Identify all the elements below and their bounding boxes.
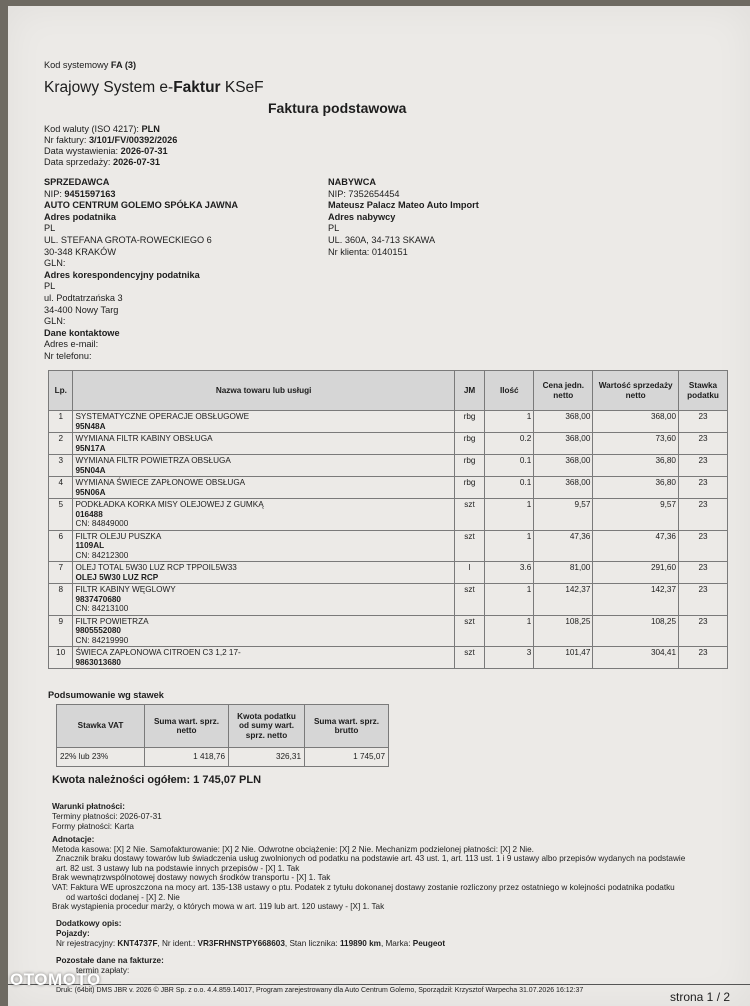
total-due: Kwota należności ogółem: 1 745,07 PLN	[52, 774, 262, 786]
cell-jm: szt	[454, 584, 485, 616]
annotation-line: od wartości dodanej - [X] 2. Nie	[66, 892, 180, 902]
footer-print-info: Druk: (64bit) DMS JBR v. 2026 © JBR Sp. z o.o. 4.4.859.14017, Program zarejestrowany dla Auto Centrum Golemo, Sporządził: Krzysztof Warpecha 31.07.2026 16:12:37	[56, 987, 584, 994]
cell-price: 368,00	[534, 433, 593, 455]
table-row	[49, 411, 728, 433]
summary-col-gross: Suma wart. sprz. brutto	[305, 705, 389, 748]
annotations-block	[52, 835, 685, 912]
item-name: WYMIANA FILTR POWIETRZA OBSŁUGA	[75, 456, 231, 465]
cell-price: 368,00	[534, 455, 593, 477]
cell-qty: 1	[485, 411, 534, 433]
item-name: WYMIANA FILTR KABINY OBSŁUGA	[75, 434, 213, 443]
cell-rate: 23	[679, 647, 728, 669]
cell-qty: 0.1	[485, 477, 534, 499]
summary-tax: 326,31	[229, 748, 305, 767]
item-name: WYMIANA ŚWIECE ZAPŁONOWE OBSŁUGA	[75, 478, 246, 487]
col-header-price: Cena jedn. netto	[534, 371, 593, 411]
items-table	[48, 370, 728, 669]
table-row	[49, 477, 728, 499]
cell-rate: 23	[679, 455, 728, 477]
seller-heading: SPRZEDAWCA	[44, 177, 110, 187]
buyer-country: PL	[328, 223, 340, 234]
summary-row	[57, 748, 389, 767]
summary-col-rate: Stawka VAT	[57, 705, 145, 748]
cell-name	[73, 530, 454, 562]
seller-corr-country: PL	[44, 281, 56, 292]
cell-price: 368,00	[534, 477, 593, 499]
seller-corr-street: ul. Podtatrzańska 3	[44, 292, 123, 303]
invoice-meta	[44, 124, 177, 168]
item-name: PODKŁADKA KORKA MISY OLEJOWEJ Z GUMKĄ	[75, 500, 264, 509]
cell-name	[73, 499, 454, 531]
seller-address-heading: Adres podatnika	[44, 211, 116, 222]
annotation-line: Brak wewnątrzwspólnotowej dostawy nowych środków transportu - [X] 1. Tak	[52, 873, 331, 883]
cell-rate: 23	[679, 477, 728, 499]
seller-country: PL	[44, 223, 56, 234]
item-name: FILTR POWIETRZA	[75, 616, 149, 626]
annotation-line: art. 82 ust. 3 ustawy lub na podstawie innych przepisów - [X] 1. Tak	[56, 863, 300, 873]
table-row	[49, 562, 728, 584]
buyer-street: UL. 360A, 34-713 SKAWA	[328, 234, 436, 245]
col-header-rate: Stawka podatku	[679, 371, 728, 411]
seller-phone: Nr telefonu:	[44, 350, 92, 361]
cell-lp: 5	[49, 499, 73, 531]
cell-price: 101,47	[534, 647, 593, 669]
item-code: 9863013680	[75, 657, 121, 667]
cell-lp: 7	[49, 562, 73, 584]
payment-block	[52, 802, 162, 832]
cell-price: 368,00	[534, 411, 593, 433]
item-code: 016488	[75, 509, 103, 519]
invoice-sheet	[8, 6, 750, 1006]
col-header-name: Nazwa towaru lub usługi	[73, 371, 454, 411]
cell-rate: 23	[679, 584, 728, 616]
seller-nip: NIP: 9451597163	[44, 188, 116, 199]
meta-invoice-number: Nr faktury: 3/101/FV/00392/2026	[44, 135, 178, 145]
cell-price: 108,25	[534, 615, 593, 647]
cell-value: 368,00	[593, 411, 679, 433]
cell-price: 47,36	[534, 530, 593, 562]
item-cn-code: CN: 84213100	[75, 604, 129, 613]
summary-rate: 22% lub 23%	[57, 748, 145, 767]
ksef-title: Krajowy System e-Faktur KSeF	[44, 79, 264, 96]
cell-value: 304,41	[593, 647, 679, 669]
cell-qty: 1	[485, 615, 534, 647]
cell-jm: szt	[454, 530, 485, 562]
col-header-value: Wartość sprzedaży netto	[593, 371, 679, 411]
item-code: 95N06A	[75, 487, 106, 497]
col-header-qty: Ilość	[485, 371, 534, 411]
cell-value: 108,25	[593, 615, 679, 647]
cell-lp: 8	[49, 584, 73, 616]
other-line: termin zapłaty:	[76, 966, 130, 975]
summary-net: 1 418,76	[145, 748, 229, 767]
seller-street: UL. STEFANA GROTA-ROWECKIEGO 6	[44, 234, 212, 245]
cell-name	[73, 562, 454, 584]
otomoto-watermark: OTOMOTO	[10, 970, 101, 989]
cell-lp: 2	[49, 433, 73, 455]
footer-divider	[8, 984, 750, 985]
summary-col-net: Suma wart. sprz. netto	[145, 705, 229, 748]
buyer-name: Mateusz Palacz Mateo Auto Import	[328, 200, 479, 211]
item-code: 1109AL	[75, 541, 105, 550]
cell-lp: 10	[49, 647, 73, 669]
cell-rate: 23	[679, 615, 728, 647]
item-code: 95N17A	[75, 443, 106, 453]
cell-name	[73, 433, 454, 455]
item-name: SYSTEMATYCZNE OPERACJE OBSŁUGOWE	[75, 412, 250, 421]
meta-currency: Kod waluty (ISO 4217): PLN	[44, 124, 160, 134]
cell-value: 291,60	[593, 562, 679, 584]
annotation-line: Znacznik braku dostawy towarów lub świadczenia usług zwolnionych od podatku na podstawie art. 43 ust. 1, art. 113 ust. 1 i 9 ustawy albo przepisów wydanych na podstawie	[56, 854, 686, 864]
cell-value: 47,36	[593, 530, 679, 562]
buyer-client-number: Nr klienta: 0140151	[328, 246, 408, 257]
annotations-heading: Adnotacje:	[52, 835, 95, 844]
other-heading: Pozostałe dane na fakturze:	[56, 956, 164, 965]
cell-price: 81,00	[534, 562, 593, 584]
vehicles-heading: Pojazdy:	[56, 929, 90, 938]
cell-qty: 1	[485, 530, 534, 562]
item-cn-code: CN: 84849000	[75, 519, 129, 528]
item-cn-code: CN: 84212300	[75, 550, 129, 560]
cell-value: 142,37	[593, 584, 679, 616]
table-row	[49, 433, 728, 455]
cell-rate: 23	[679, 499, 728, 531]
table-row	[49, 530, 728, 562]
annotation-line: VAT: Faktura WE uproszczona na mocy art. 135-138 ustawy o ptu. Podatek z tytułu dokonanej dostawy zostanie rozliczony przez ostatniego w kolejności podatnika podatku	[52, 882, 675, 892]
cell-qty: 1	[485, 584, 534, 616]
cell-jm: rbg	[454, 477, 485, 499]
seller-corr-gln: GLN:	[44, 316, 66, 327]
cell-name	[73, 647, 454, 669]
cell-rate: 23	[679, 433, 728, 455]
cell-rate: 23	[679, 530, 728, 562]
annotation-line: Metoda kasowa: [X] 2 Nie. Samofakturowanie: [X] 2 Nie. Odwrotne obciążenie: [X] 2 Nie. Mechanizm podzielonej płatności: [X] 2 Nie.	[52, 844, 534, 854]
cell-jm: rbg	[454, 411, 485, 433]
cell-jm: rbg	[454, 433, 485, 455]
cell-price: 142,37	[534, 584, 593, 616]
summary-table	[56, 704, 389, 767]
seller-city: 30-348 KRAKÓW	[44, 246, 116, 257]
item-cn-code: CN: 84219990	[75, 635, 129, 645]
cell-lp: 3	[49, 455, 73, 477]
cell-value: 36,80	[593, 455, 679, 477]
items-header-row	[49, 371, 728, 411]
buyer-address-heading: Adres nabywcy	[328, 211, 396, 222]
item-name: FILTR KABINY WĘGLOWY	[75, 585, 176, 594]
document-title: Faktura podstawowa	[268, 100, 407, 116]
table-row	[49, 615, 728, 647]
item-code: OLEJ 5W30 LUZ RCP	[75, 572, 159, 582]
cell-qty: 3.6	[485, 562, 534, 584]
seller-name: AUTO CENTRUM GOLEMO SPÓŁKA JAWNA	[44, 200, 238, 211]
cell-jm: szt	[454, 647, 485, 669]
seller-contact-heading: Dane kontaktowe	[44, 327, 120, 338]
cell-jm: szt	[454, 615, 485, 647]
seller-block	[44, 177, 238, 363]
cell-lp: 9	[49, 615, 73, 647]
items-body	[49, 411, 728, 669]
cell-qty: 3	[485, 647, 534, 669]
table-row	[49, 499, 728, 531]
cell-jm: l	[454, 562, 485, 584]
item-name: FILTR OLEJU PUSZKA	[75, 531, 162, 541]
cell-qty: 1	[485, 499, 534, 531]
table-row	[49, 647, 728, 669]
item-code: 95N48A	[75, 421, 106, 431]
summary-header-row	[57, 705, 389, 748]
cell-rate: 23	[679, 562, 728, 584]
cell-name	[73, 455, 454, 477]
buyer-heading: NABYWCA	[328, 177, 376, 187]
meta-sale-date: Data sprzedaży: 2026-07-31	[44, 157, 160, 167]
system-code: Kod systemowy FA (3)	[44, 60, 137, 70]
vehicle-line: Nr rejestracyjny: KNT4737F, Nr ident.: VR3FRHNSTPY668603, Stan licznika: 119890 km, Marka: Peugeot	[56, 939, 446, 948]
seller-gln: GLN:	[44, 258, 66, 269]
table-row	[49, 584, 728, 616]
col-header-jm: JM	[454, 371, 485, 411]
cell-name	[73, 615, 454, 647]
additional-block	[56, 919, 445, 949]
cell-value: 9,57	[593, 499, 679, 531]
cell-name	[73, 411, 454, 433]
item-name: OLEJ TOTAL 5W30 LUZ RCP TPPOIL5W33	[75, 563, 237, 572]
cell-price: 9,57	[534, 499, 593, 531]
payment-term: Terminy płatności: 2026-07-31	[52, 812, 162, 821]
summary-heading: Podsumowanie wg stawek	[48, 690, 164, 700]
cell-lp: 6	[49, 530, 73, 562]
summary-gross: 1 745,07	[305, 748, 389, 767]
cell-value: 73,60	[593, 433, 679, 455]
item-code: 95N04A	[75, 465, 106, 475]
buyer-block	[328, 177, 479, 258]
cell-jm: rbg	[454, 455, 485, 477]
seller-email: Adres e-mail:	[44, 339, 99, 350]
cell-jm: szt	[454, 499, 485, 531]
item-name: ŚWIECA ZAPŁONOWA CITROEN C3 1,2 17-	[75, 648, 241, 657]
cell-lp: 4	[49, 477, 73, 499]
cell-lp: 1	[49, 411, 73, 433]
payment-heading: Warunki płatności:	[52, 802, 125, 811]
item-code: 9837470680	[75, 594, 121, 604]
col-header-lp: Lp.	[49, 371, 73, 411]
table-row	[49, 455, 728, 477]
seller-corr-city: 34-400 Nowy Targ	[44, 304, 119, 315]
payment-form: Formy płatności: Karta	[52, 822, 134, 831]
summary-col-tax: Kwota podatku od sumy wart. sprz. netto	[229, 705, 305, 748]
cell-rate: 23	[679, 411, 728, 433]
seller-corr-heading: Adres korespondencyjny podatnika	[44, 269, 200, 280]
buyer-nip: NIP: 7352654454	[328, 188, 400, 199]
cell-value: 36,80	[593, 477, 679, 499]
meta-issue-date: Data wystawienia: 2026-07-31	[44, 146, 168, 156]
cell-qty: 0.1	[485, 455, 534, 477]
item-code: 9805552080	[75, 626, 121, 635]
cell-qty: 0.2	[485, 433, 534, 455]
page-number: strona 1 / 2	[670, 990, 731, 1004]
annotation-line: Brak wystąpienia procedur marży, o których mowa w art. 119 lub art. 120 ustawy - [X] 1. Tak	[52, 902, 385, 912]
additional-heading: Dodatkowy opis:	[56, 919, 122, 928]
cell-name	[73, 584, 454, 616]
cell-name	[73, 477, 454, 499]
